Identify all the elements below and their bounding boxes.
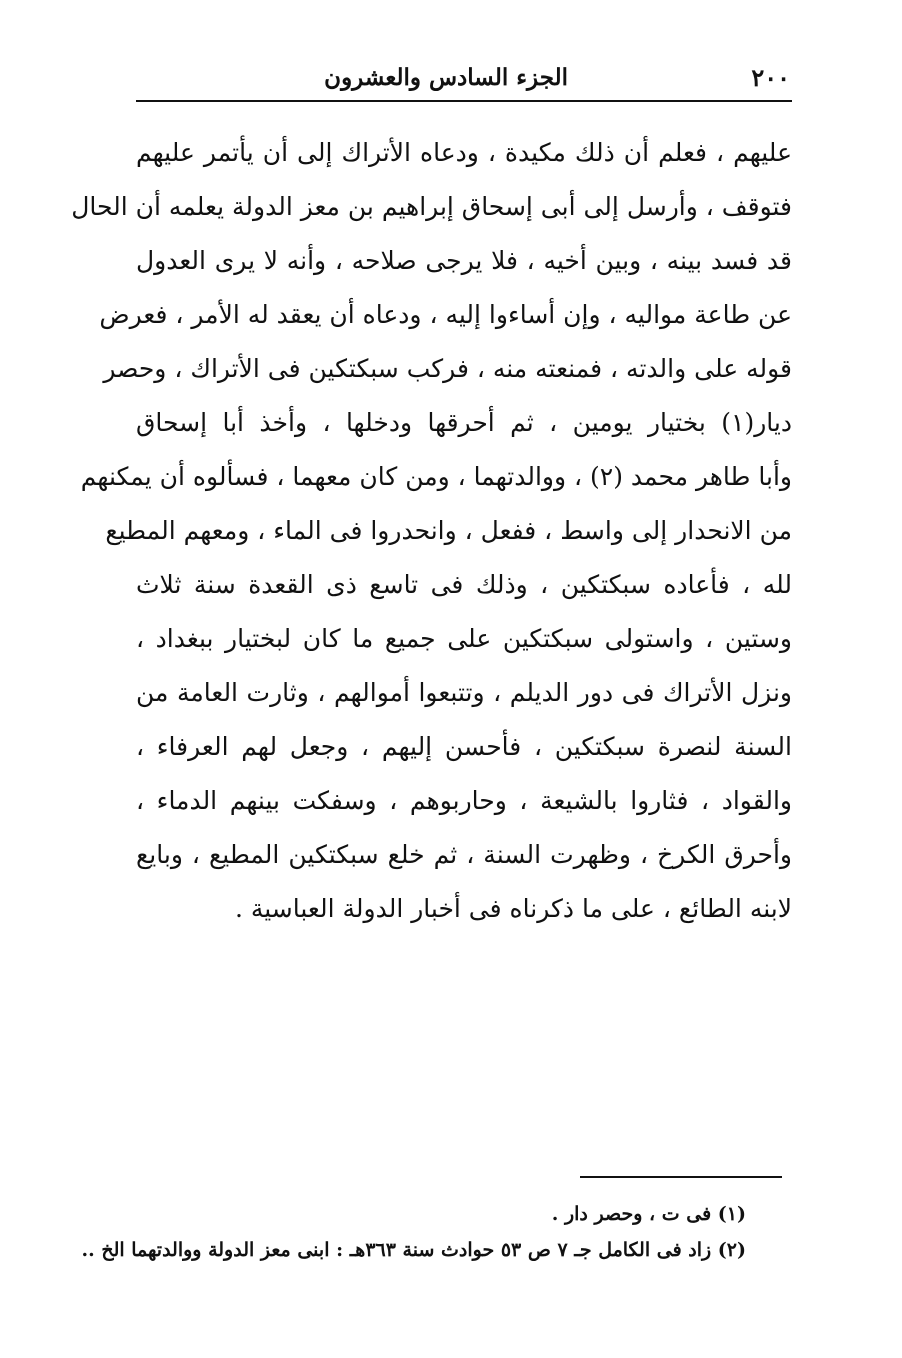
text-line: لله ، فأعاده سبكتكين ، وذلك فى تاسع ذى القعدة سنة ثلاث	[136, 570, 792, 599]
text-line: فتوقف ، وأرسل إلى أبى إسحاق إبراهيم بن معز الدولة يعلمه أن الحال	[71, 192, 792, 221]
footnote-rule	[580, 1176, 782, 1178]
text-line: والقواد ، فثاروا بالشيعة ، وحاربوهم ، وسفكت بينهم الدماء ،	[136, 786, 792, 815]
running-title: الجزء السادس والعشرون	[324, 64, 568, 91]
text-line: قد فسد بينه ، وبين أخيه ، فلا يرجى صلاحه ، وأنه لا يرى العدول	[136, 246, 792, 275]
text-line: ديار(١) بختيار يومين ، ثم أحرقها ودخلها ، وأخذ أبا إسحاق	[136, 408, 792, 437]
text-line: من الانحدار إلى واسط ، ففعل ، وانحدروا فى الماء ، ومعهم المطيع	[105, 516, 792, 545]
text-line: لابنه الطائع ، على ما ذكرناه فى أخبار الدولة العباسية .	[234, 894, 792, 923]
text-line: السنة لنصرة سبكتكين ، فأحسن إليهم ، وجعل لهم العرفاء ،	[136, 732, 792, 761]
text-line: عن طاعة مواليه ، وإن أساءوا إليه ، ودعاه أن يعقد له الأمر ، فعرض	[99, 300, 792, 329]
header-rule	[136, 100, 792, 102]
footnote-2: (٢) زاد فى الكامل جـ ٧ ص ٥٣ حوادث سنة ٣٦٣هـ : ابنى معز الدولة ووالدتهما الخ ..	[81, 1239, 746, 1261]
text-line: وأحرق الكرخ ، وظهرت السنة ، ثم خلع سبكتكين المطيع ، وبايع	[136, 840, 792, 869]
page-header	[136, 58, 790, 98]
main-text	[71, 126, 792, 936]
text-line: وأبا طاهر محمد (٢) ، ووالدتهما ، ومن كان معهما ، فسألوه أن يمكنهم	[80, 462, 792, 491]
page-number: ٢٠٠	[751, 63, 790, 92]
text-line: وستين ، واستولى سبكتكين على جميع ما كان لبختيار ببغداد ،	[136, 624, 792, 653]
text-line: قوله على والدته ، فمنعته منه ، فركب سبكتكين فى الأتراك ، وحصر	[103, 354, 792, 383]
footnotes	[81, 1196, 746, 1268]
footnote-1: (١) فى ت ، وحصر دار .	[551, 1203, 746, 1225]
text-line: عليهم ، فعلم أن ذلك مكيدة ، ودعاه الأتراك إلى أن يأتمر عليهم	[136, 138, 792, 167]
text-line: ونزل الأتراك فى دور الديلم ، وتتبعوا أموالهم ، وثارت العامة من	[136, 678, 792, 707]
